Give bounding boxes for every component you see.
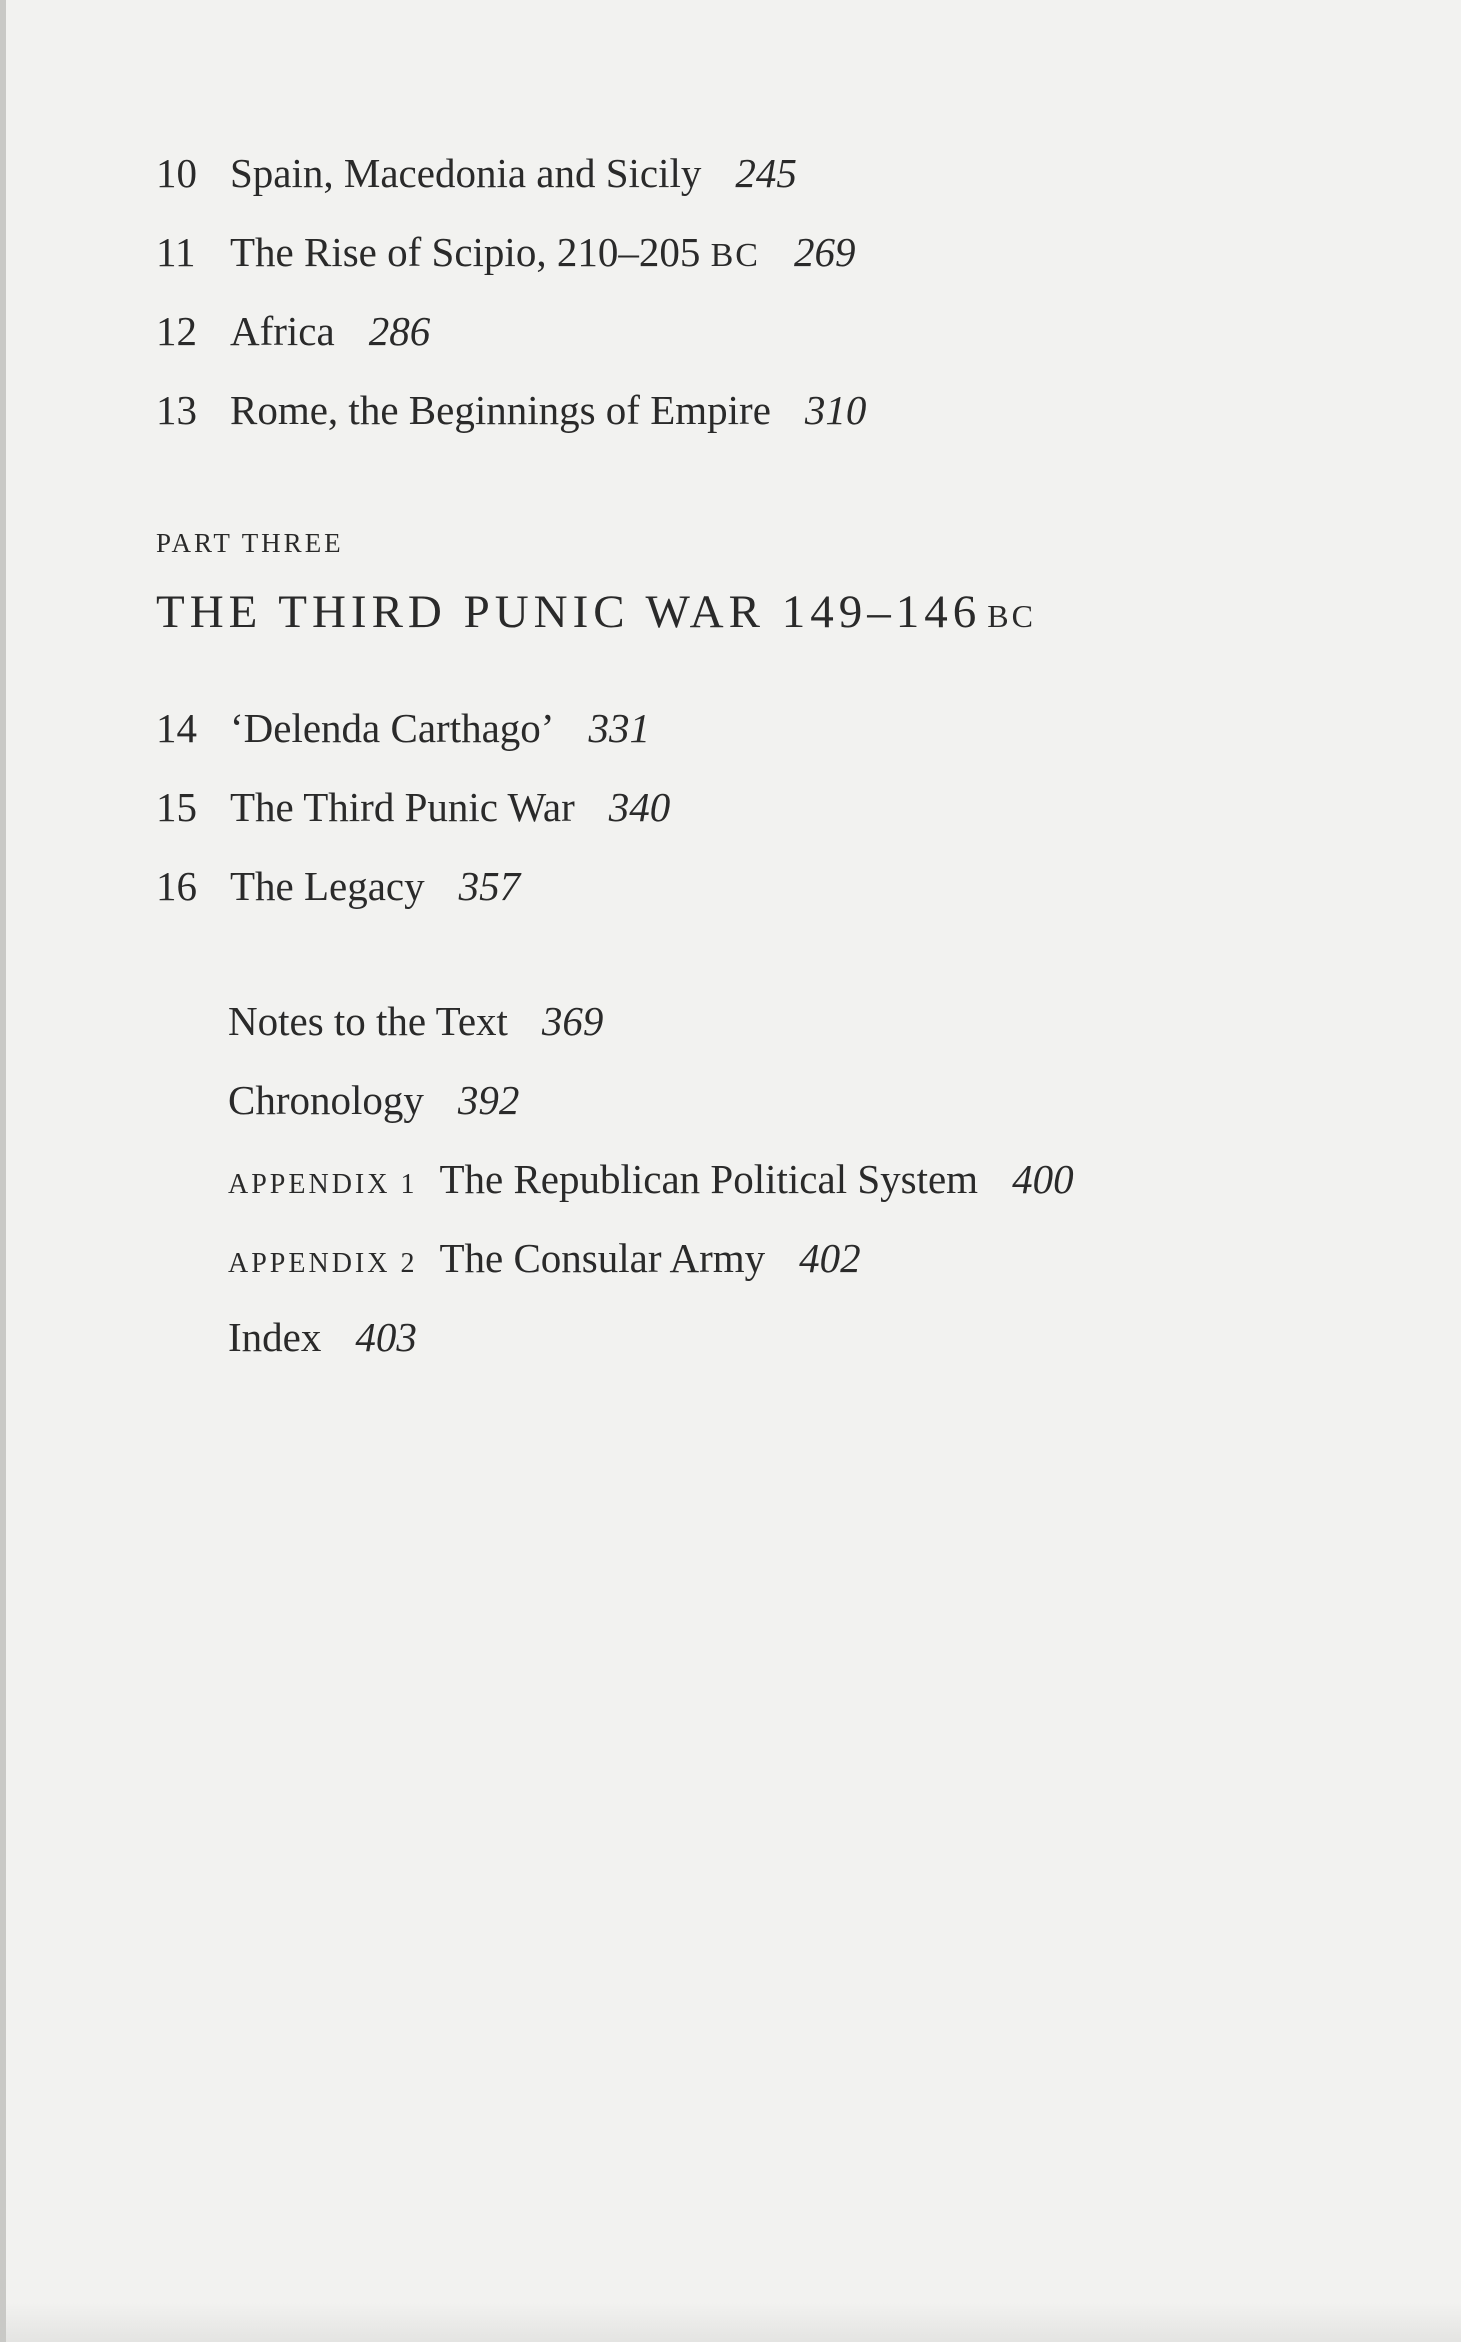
toc-entry-chronology <box>228 1075 519 1125</box>
page-number: 403 <box>355 1314 417 1360</box>
appendix-title: The Republican Political System <box>439 1156 979 1202</box>
toc-entry-chapter-12 <box>156 306 430 356</box>
chapter-number: 16 <box>156 863 197 909</box>
chapter-title: The Rise of Scipio, 210–205 <box>230 229 701 275</box>
toc-entry-chapter-10 <box>156 148 797 198</box>
part-label: PART THREE <box>156 528 344 558</box>
page-number: 245 <box>735 150 797 196</box>
page-number: 340 <box>608 784 671 830</box>
toc-entry-chapter-14 <box>156 703 650 753</box>
page-number: 331 <box>588 705 650 751</box>
notes-title: Notes to the Text <box>228 998 508 1044</box>
index-title: Index <box>228 1314 322 1360</box>
appendix-label: APPENDIX 2 <box>228 1248 418 1279</box>
toc-entry-notes <box>228 996 603 1046</box>
appendix-label: APPENDIX 1 <box>228 1169 418 1200</box>
appendix-title: The Consular Army <box>439 1235 766 1281</box>
page-number: 402 <box>799 1235 861 1281</box>
chapter-title: ‘Delenda Carthago’ <box>230 705 555 751</box>
chapter-number: 12 <box>156 308 197 354</box>
chapter-title: Rome, the Beginnings of Empire <box>230 387 771 433</box>
chapter-number: 13 <box>156 387 197 433</box>
toc-entry-chapter-16 <box>156 861 520 911</box>
chapter-title: The Third Punic War <box>230 784 575 830</box>
chapter-number: 11 <box>156 229 196 275</box>
page-number: 392 <box>457 1077 520 1123</box>
page-number: 269 <box>793 229 856 275</box>
toc-entry-appendix-2 <box>228 1233 861 1289</box>
toc-entry-index <box>228 1312 417 1362</box>
page-number: 310 <box>804 387 867 433</box>
chronology-title: Chronology <box>228 1077 424 1123</box>
part-title-era: BC <box>987 598 1036 634</box>
toc-entry-chapter-15 <box>156 782 670 832</box>
page-number: 286 <box>368 308 431 354</box>
chapter-number: 15 <box>156 784 197 830</box>
chapter-title: Spain, Macedonia and Sicily <box>230 150 702 196</box>
chapter-number: 10 <box>156 150 197 196</box>
era-suffix: BC <box>710 237 760 274</box>
part-title-text: THE THIRD PUNIC WAR 149–146 <box>156 586 982 638</box>
chapter-title: Africa <box>230 308 335 354</box>
toc-entry-chapter-13 <box>156 385 866 435</box>
page-number: 357 <box>458 863 521 909</box>
part-title <box>156 585 1036 639</box>
page-number: 369 <box>541 998 604 1044</box>
page-number: 400 <box>1012 1156 1074 1202</box>
chapter-number: 14 <box>156 705 197 751</box>
toc-entry-appendix-1 <box>228 1154 1074 1210</box>
toc-entry-chapter-11 <box>156 227 855 281</box>
chapter-title: The Legacy <box>230 863 425 909</box>
